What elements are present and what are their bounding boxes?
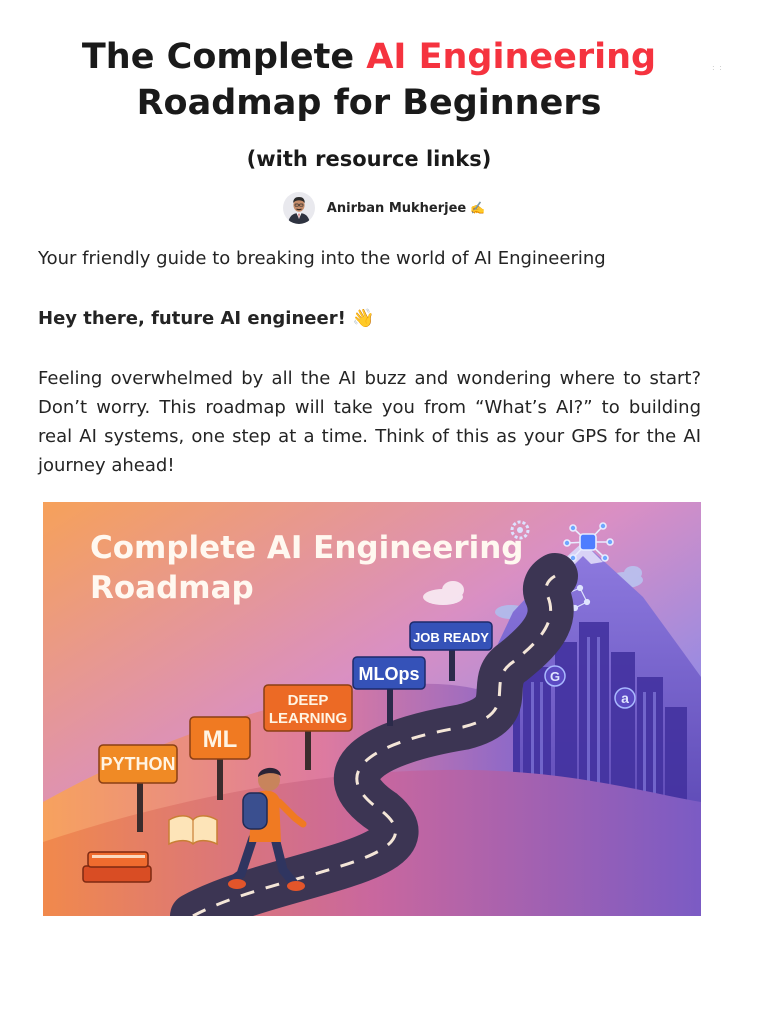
author-photo-icon xyxy=(283,192,315,224)
greeting-text: Hey there, future AI engineer! 👋 xyxy=(38,308,375,329)
intro-text: Your friendly guide to breaking into the world of AI Engineering xyxy=(38,248,606,269)
svg-text:G: G xyxy=(549,669,561,684)
title-part-2: Roadmap for Beginners xyxy=(136,83,602,123)
page-subtitle: (with resource links) xyxy=(246,147,492,171)
byline xyxy=(0,192,768,224)
avatar[interactable] xyxy=(283,192,315,224)
title-accent: AI Engineering xyxy=(366,37,657,77)
sign-deep-label: DEEP xyxy=(287,692,329,709)
title-part-1: The Complete xyxy=(81,37,367,77)
sign-ml-label: ML xyxy=(202,726,238,753)
hero-heading-line-1: Complete AI Engineering xyxy=(90,530,524,566)
hero-heading-line-2: Roadmap xyxy=(90,570,254,606)
svg-text:a: a xyxy=(621,690,629,706)
book-stack-icon xyxy=(83,852,151,882)
roadmap-illustration xyxy=(43,502,701,916)
author-name[interactable] xyxy=(327,201,485,216)
hero-image xyxy=(43,502,701,916)
corner-mark: : : xyxy=(712,63,723,72)
backpack-icon xyxy=(243,793,267,829)
amazon-logo-icon xyxy=(615,688,635,708)
page-title xyxy=(30,34,708,126)
open-book-icon xyxy=(169,816,217,844)
writing-hand-icon: ✍️ xyxy=(470,200,486,215)
intro-paragraph: Feeling overwhelmed by all the AI buzz and wondering where to start? Don’t worry. This roadmap will take you from “What’s AI?” to building real AI systems, one step at a time. Think of this as your GPS for the AI journey ahead! xyxy=(38,368,701,476)
sign-learning-label: LEARNING xyxy=(268,710,348,727)
sign-mlops-label: MLOps xyxy=(358,664,420,684)
author-name-text: Anirban Mukherjee xyxy=(326,200,467,216)
sign-python-label: PYTHON xyxy=(100,754,176,774)
sign-job-ready-label: JOB READY xyxy=(413,630,489,645)
google-logo-icon xyxy=(545,666,565,686)
